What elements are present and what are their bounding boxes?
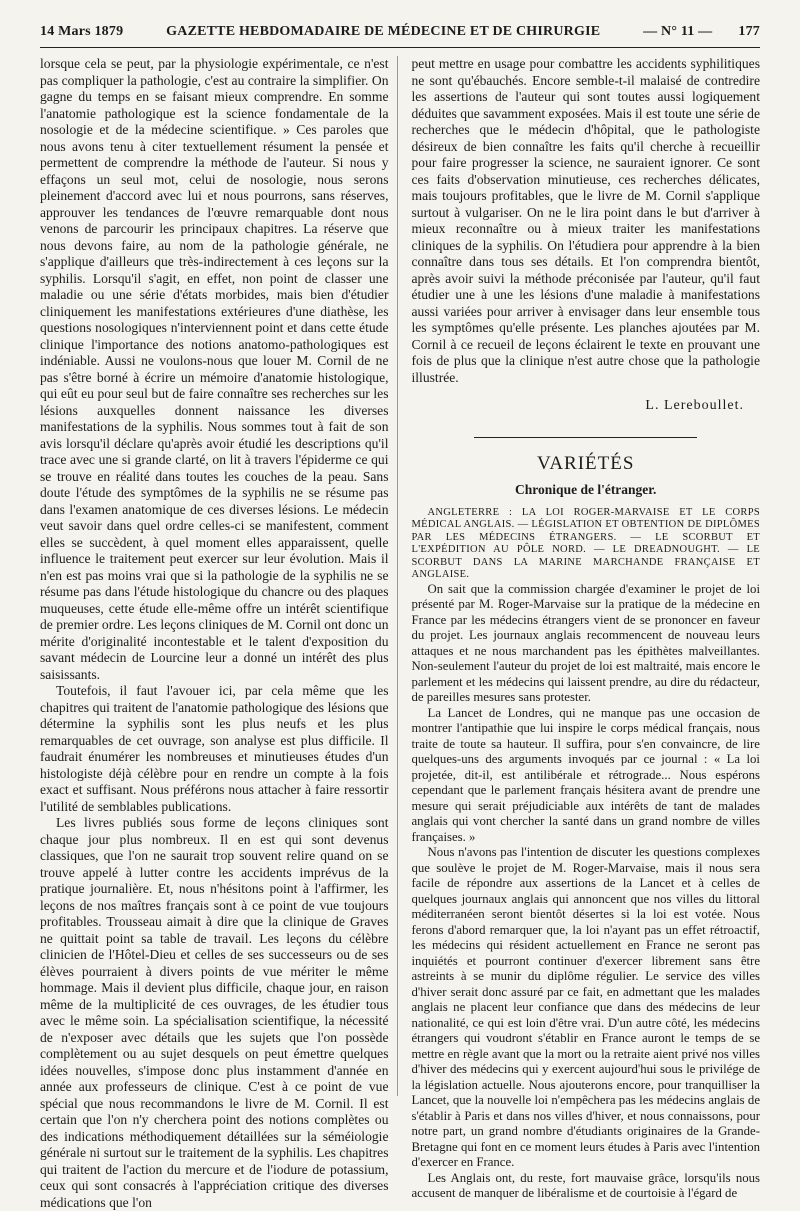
text-columns [40, 56, 760, 1210]
left-column [40, 56, 398, 1210]
section-title: VARIÉTÉS [537, 452, 635, 474]
author-signature: L. Lereboullet. [645, 398, 744, 413]
page-number: 177 [738, 24, 760, 39]
paragraph: On sait que la commission chargée d'examiner le projet de loi présenté par M. Roger-Marvaise sur la pratique de la médecine en France par les médecins étrangers vient de se prononcer en faveur du projet. Les journaux anglais recommencent de nouveau leurs attaques et ne nous marchandent pas les épithètes malveillantes. Non-seulement l'auteur du projet de loi est maltraité, mais encore le parlement et les médecins qui laissent prendre, au dire du rédacteur, de pareilles mesures sans protester. [411, 581, 760, 704]
paragraph: Nous n'avons pas l'intention de discuter les questions complexes que soulève le projet de M. Roger-Marvaise, mais il nous sera facile de répondre aux assertions de la Lancet et à celles de quelques journaux anglais qui annoncent que nos villes du littoral méditerranéen seront bientôt désertes si la loi est votée. Nous ferons d'abord remarquer que, la loi n'ayant pas un effet rétroactif, les médecins qui résident actuellement en France ne seront pas inquiétés et pourront continuer d'exercer librement sans être astreints à se munir du diplôme régulier. Le service des villes d'hiver serait donc assuré par ce fait, en admettant que les malades anglais ne placent leur confiance que dans des médecins de leur nationalité, ce qui est loin d'être vrai. D'un autre côté, les médecins étrangers qui voudront s'établir en France auront le temps de se mettre en règle avant que la mort ou la retraite aient privé nos villes d'hiver des médecins qui y exercent aujourd'hui sous le privilége de la législation actuelle. Nous ajouterons encore, pour tranquilliser la Lancet, que la nouvelle loi n'empêchera pas les médecins anglais de s'établir à Paris et dans nos villes d'hiver, et nous connaissons, pour notre part, un grand nombre d'étudiants originaires de la Grande-Bretagne qui font en ce moment leurs études à Paris avec l'intention d'exercer en France. [411, 845, 760, 1169]
paragraph: lorsque cela se peut, par la physiologie expérimentale, ce n'est pas compliquer la pathologie, c'est au contraire la simplifier. On gagne du temps en se faisant mieux comprendre. En somme l'anatomie pathologique est la science fondamentale de la nosologie et de la médecine scientifique. » Ces paroles que nous avons tenu à citer textuellement résument la pensée et permettent de comprendre la méthode de l'auteur. Si nous y effaçons un seul mot, celui de nosologie, nous serons pleinement d'accord avec lui et nous pourrons, sans réserves, approuver les tendances de l'œuvre remarquable dont nous venons de parcourir les principaux chapitres. La réserve que nous devons faire, au nom de la pathologie générale, ne s'applique d'ailleurs que très-indirectement à ces leçons sur la syphilis. Lorsqu'il s'agit, en effet, non point de classer une maladie ou une série d'états morbides, mais bien d'étudier cliniquement les manifestations extérieures d'une diathèse, les questions nosologiques n'interviennent point et dans cette étude clinique l'importance des notions anatomo-pathologiques est indéniable. Aussi ne voulons-nous que louer M. Cornil de ne pas s'être borné à écrire un mémoire d'anatomie histologique, qui eût eu pour seul but de faire connaître ses recherches sur les lésions auxquelles donnent naissance les diverses manifestations de la syphilis. Nous sommes tout à fait de son avis lorsqu'il déclare qu'après avoir étudié les descriptions qu'il trace avec une si grande clarté, on lit à travers l'épiderme ce qui se trouve en réalité dans toutes les couches de la peau. Sans doute l'étude des symptômes de la syphilis ne se résume pas dans l'examen anatomique de ces diverses lésions. Le médecin veut savoir dans quel ordre celles-ci se manifestent, comment elles se succèdent, à quel moment elles apparaissent, quelle influence le traitement peut exercer sur leur évolution. Mais il n'en est pas moins vrai que si la pathologie de la syphilis ne se résume pas dans l'étude histologique du chancre ou des plaques muqueuses, cette étude elle-même offre un intérêt scientifique de premier ordre. Les leçons cliniques de M. Cornil ont donc un mérite d'originalité incontestable et le talent d'exposition du savant médecin de Lourcine leur a donné un intérêt des plus saisissants. [40, 56, 389, 682]
section-subtitle: Chronique de l'étranger. [515, 482, 657, 497]
issue-number: — N° 11 — [643, 24, 713, 39]
section-body [412, 582, 761, 1202]
section-divider [474, 437, 697, 438]
paragraph: Les Anglais ont, du reste, fort mauvaise grâce, lorsqu'ils nous accusent de manquer de libéralisme et de courtoisie à l'égard de [411, 1170, 760, 1200]
journal-title: GAZETTE HEBDOMADAIRE DE MÉDECINE ET DE CHIRURGIE [166, 24, 601, 39]
paragraph: Les livres publiés sous forme de leçons cliniques sont chaque jour plus nombreux. Il en est qui sont devenus classiques, que l'on ne saurait trop souvent relire quand on se trouve appelé à lutter contre les accidents imprévus de la pratique journalière. Et, nous n'hésitons point à l'affirmer, les leçons de nos maîtres français sont à ce point de vue toujours profitables. Trousseau aimait à dire que la clinique de Graves ne quittait point sa table de travail. Les leçons du célèbre clinicien de l'Hôtel-Dieu et celles de ses successeurs ou de ses élèves pourraient à divers points de vue mériter le même hommage. Mais il devient plus difficile, chaque jour, en raison même de la multiplicité de ces ouvrages, de les étudier tous avec le même soin. La spécialisation scientifique, la nécessité de n'exposer avec détails que les sujets que l'on possède complètement ou au sujet desquels on peut émettre quelques idées nouvelles, s'impose donc plus instamment d'année en année aux professeurs de clinique. C'est à ce point de vue spécial que nous recommandons le livre de M. Cornil. Il est certain que l'on n'y cherchera point des notions complètes ou des indications méthodiquement détaillées sur la séméiologie générale ni surtout sur le traitement de la syphilis. Les chapitres qui traitent de l'action du mercure et de l'iodure de potassium, ceux qui sont consacrés à l'appréciation critique des diverses médications que l'on [40, 815, 389, 1210]
right-column [411, 56, 761, 1200]
issue-date: 14 Mars 1879 [40, 24, 124, 39]
paragraph: Toutefois, il faut l'avouer ici, par cela même que les chapitres qui traitent de l'anatomie pathologique des lésions que détermine la syphilis sont les plus neufs et les plus remarquables de cet ouvrage, son analyse est plus difficile. Il faudrait énumérer les nombreuses et minutieuses études d'un histologiste déjà célèbre pour en rendre un compte à la fois exact et suffisant. Nous préférons nous attacher à faire ressortir l'utilité de semblables publications. [40, 683, 389, 814]
paragraph: La Lancet de Londres, qui ne manque pas une occasion de montrer l'antipathie que lui inspire le corps médical français, nous traite de toute sa hauteur. Il suffira, pour s'en convaincre, de lire quelques-uns des arguments invoqués par ce journal : « La loi projetée, dit-il, est antilibérale et rétrograde... Nous espérons cependant que le parlement français hésitera avant de prendre une mesure qui serait préjudiciable aux intérêts de tant de malades anglais qui vont chercher la santé dans un grand nombre de villes françaises. » [411, 705, 760, 844]
paragraph: peut mettre en usage pour combattre les accidents syphilitiques ne sont qu'ébauchés. Encore semble-t-il malaisé de contredire les assertions de l'auteur qui sont toutes aussi logiquement déduites que savamment exposées. Mais il est toute une série de recherches que le médecin d'hôpital, que le pathologiste désireux de bien connaître les faits qu'il cherche à recueillir pour faire progresser la science, ne sauraient ignorer. Ce sont ces faits d'observation minutieuse, ces recherches délicates, mais toujours profitables, que le livre de M. Cornil s'applique surtout à vulgariser. On ne le lira point dans le but d'arriver à mieux reconnaître ou à mieux traiter les manifestations cliniques de la syphilis. On l'étudiera pour apprendre à la bien connaître dans tous ses détails. Et l'on comprendra bientôt, après avoir suivi la méthode préconisée par l'auteur, qu'il faut étudier une à une les lésions d'une maladie à manifestations aussi variées pour arriver à envisager dans leur ensemble tous les symptômes qu'elle présente. Les planches ajoutées par M. Cornil à ce recueil de leçons éclairent le texte en prouvant une fois de plus que la clinique n'est autre chose que la pathologie illustrée. [411, 56, 760, 385]
issue-info [643, 24, 760, 40]
section-summary: ANGLETERRE : LA LOI ROGER-MARVAISE ET LE CORPS MÉDICAL ANGLAIS. — LÉGISLATION ET OBTENTION DE DIPLÔMES PAR LES MÉDECINS ÉTRANGERS. — LE SCORBUT ET L'EXPÉDITION AU PÔLE NORD. — LE DREADNOUGHT. — LE SCORBUT DANS LA MARINE MARCHANDE FRANÇAISE ET ANGLAISE. [411, 506, 760, 580]
running-header [40, 24, 760, 48]
